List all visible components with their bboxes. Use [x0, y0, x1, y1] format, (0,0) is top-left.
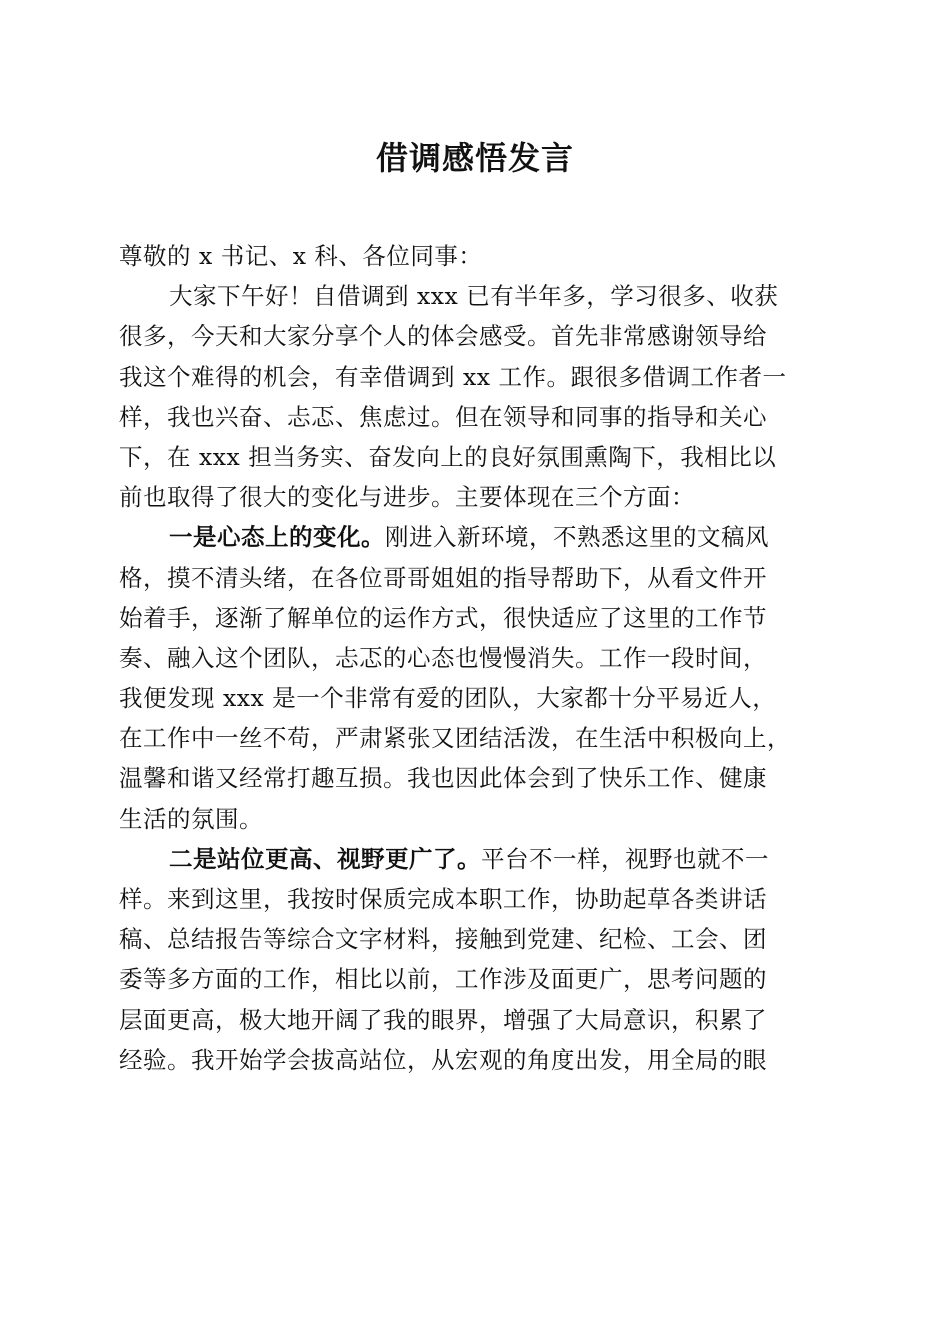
paragraph-line: 我这个难得的机会，有幸借调到 xx 工作。跟很多借调工作者一	[119, 362, 787, 391]
paragraph-line: 大家下午好！自借调到 xxx 已有半年多，学习很多、收获	[169, 282, 779, 311]
paragraph-line: 我便发现 xxx 是一个非常有爱的团队，大家都十分平易近人，	[119, 684, 777, 713]
document-body	[119, 236, 825, 1080]
paragraph-line	[119, 839, 825, 879]
paragraph-text: 平台不一样，视野也就不一	[481, 844, 769, 873]
paragraph-line: 在工作中一丝不苟，严肃紧张又团结活泼，在生活中积极向上，	[119, 724, 791, 753]
paragraph-line: 委等多方面的工作，相比以前，工作涉及面更广，思考问题的	[119, 965, 767, 994]
paragraph-line: 奏、融入这个团队，忐忑的心态也慢慢消失。工作一段时间，	[119, 643, 767, 672]
paragraph-text: 刚进入新环境，不熟悉这里的文稿风	[385, 523, 769, 552]
paragraph-mindset	[119, 517, 825, 839]
paragraph-line: 格，摸不清头绪，在各位哥哥姐姐的指导帮助下，从看文件开	[119, 563, 767, 592]
paragraph-perspective	[119, 839, 825, 1080]
paragraph-lead: 二是站位更高、视野更广了。	[169, 844, 481, 873]
paragraph-line: 前也取得了很大的变化与进步。主要体现在三个方面：	[119, 483, 695, 512]
paragraph-greeting	[119, 276, 825, 517]
paragraph-line	[119, 517, 825, 557]
page-title: 借调感悟发言	[375, 139, 574, 177]
paragraph-lead: 一是心态上的变化。	[169, 523, 385, 552]
paragraph-line: 稿、总结报告等综合文字材料，接触到党建、纪检、工会、团	[119, 925, 767, 954]
paragraph-line: 始着手，逐渐了解单位的运作方式，很快适应了这里的工作节	[119, 603, 767, 632]
paragraph-line: 样，我也兴奋、忐忑、焦虑过。但在领导和同事的指导和关心	[119, 402, 767, 431]
paragraph-line: 样。来到这里，我按时保质完成本职工作，协助起草各类讲话	[119, 885, 767, 913]
paragraph-line: 经验。我开始学会拔高站位，从宏观的角度出发，用全局的眼	[119, 1045, 767, 1074]
paragraph-line: 温馨和谐又经常打趣互损。我也因此体会到了快乐工作、健康	[119, 764, 767, 793]
salutation: 尊敬的 x 书记、x 科、各位同事：	[119, 242, 483, 270]
paragraph-line: 生活的氛围。	[119, 804, 263, 833]
paragraph-line: 很多，今天和大家分享个人的体会感受。首先非常感谢领导给	[119, 322, 767, 351]
paragraph-line: 下，在 xxx 担当务实、奋发向上的良好氛围熏陶下，我相比以	[119, 442, 777, 471]
paragraph-line: 层面更高，极大地开阔了我的眼界，增强了大局意识，积累了	[119, 1005, 767, 1034]
